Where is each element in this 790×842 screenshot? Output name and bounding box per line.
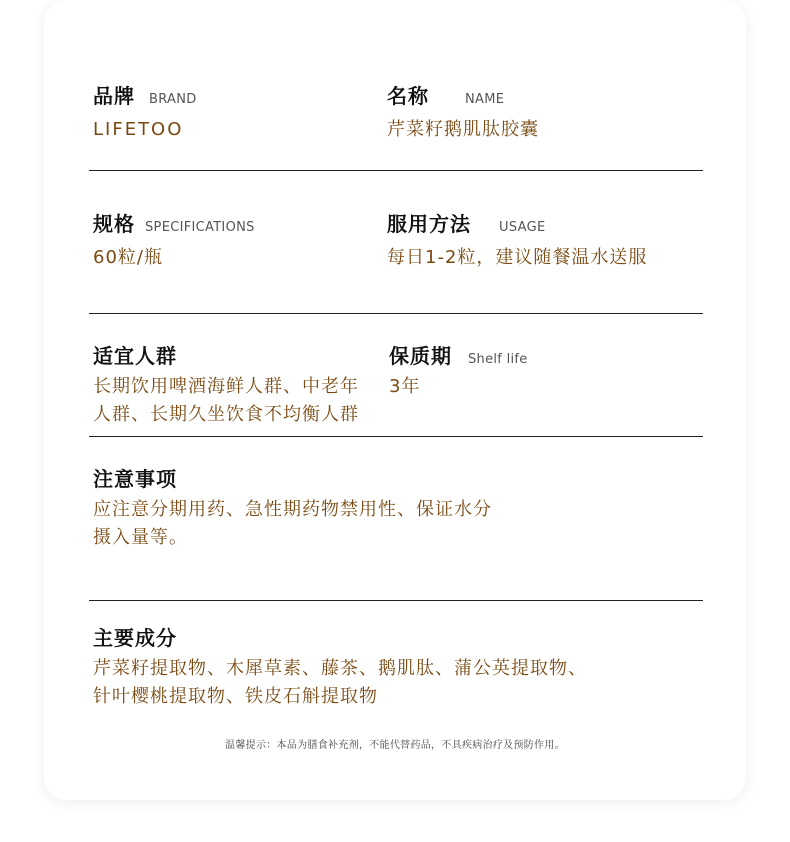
caution-value-line: 摄入量等。 (93, 527, 188, 548)
audience-value-line: 人群、长期久坐饮食不均衡人群 (93, 404, 359, 425)
brand-value: LIFETOO (93, 119, 184, 140)
name-field (387, 80, 539, 145)
usage-label: 服用方法 (387, 212, 471, 236)
name-label-en: NAME (465, 92, 505, 107)
caution-value (93, 496, 492, 552)
spec-field (93, 208, 255, 273)
divider (89, 170, 703, 171)
spec-value: 60粒/瓶 (93, 247, 163, 268)
usage-value: 每日1-2粒，建议随餐温水送服 (387, 247, 648, 268)
ingredients-field (93, 622, 587, 711)
caution-label: 注意事项 (93, 467, 177, 491)
shelf-label: 保质期 (389, 344, 452, 368)
disclaimer-note: 温馨提示：本品为膳食补充剂，不能代替药品，不具疾病治疗及预防作用。 (225, 740, 565, 751)
ingredients-value (93, 655, 587, 711)
brand-label-en: BRAND (149, 92, 197, 107)
shelf-value: 3年 (389, 376, 421, 397)
name-label: 名称 (387, 84, 429, 108)
audience-label: 适宜人群 (93, 344, 177, 368)
usage-label-en: USAGE (499, 220, 546, 235)
caution-value-line: 应注意分期用药、急性期药物禁用性、保证水分 (93, 499, 492, 520)
shelf-label-en: Shelf life (468, 352, 528, 367)
spec-label: 规格 (93, 212, 135, 236)
ingredients-value-line: 芹菜籽提取物、木犀草素、藤茶、鹅肌肽、蒲公英提取物、 (93, 658, 587, 679)
divider (89, 313, 703, 314)
name-value: 芹菜籽鹅肌肽胶囊 (387, 119, 539, 140)
ingredients-label: 主要成分 (93, 626, 177, 650)
caution-field (93, 463, 492, 552)
usage-field (387, 208, 647, 273)
divider (89, 600, 703, 601)
audience-field (93, 340, 359, 429)
audience-value (93, 373, 359, 429)
brand-field (93, 80, 197, 145)
divider (89, 436, 703, 437)
ingredients-value-line: 针叶樱桃提取物、铁皮石斛提取物 (93, 686, 378, 707)
audience-value-line: 长期饮用啤酒海鲜人群、中老年 (93, 376, 359, 397)
brand-label: 品牌 (93, 84, 135, 108)
shelf-field (389, 340, 528, 401)
spec-label-en: SPECIFICATIONS (145, 220, 255, 235)
